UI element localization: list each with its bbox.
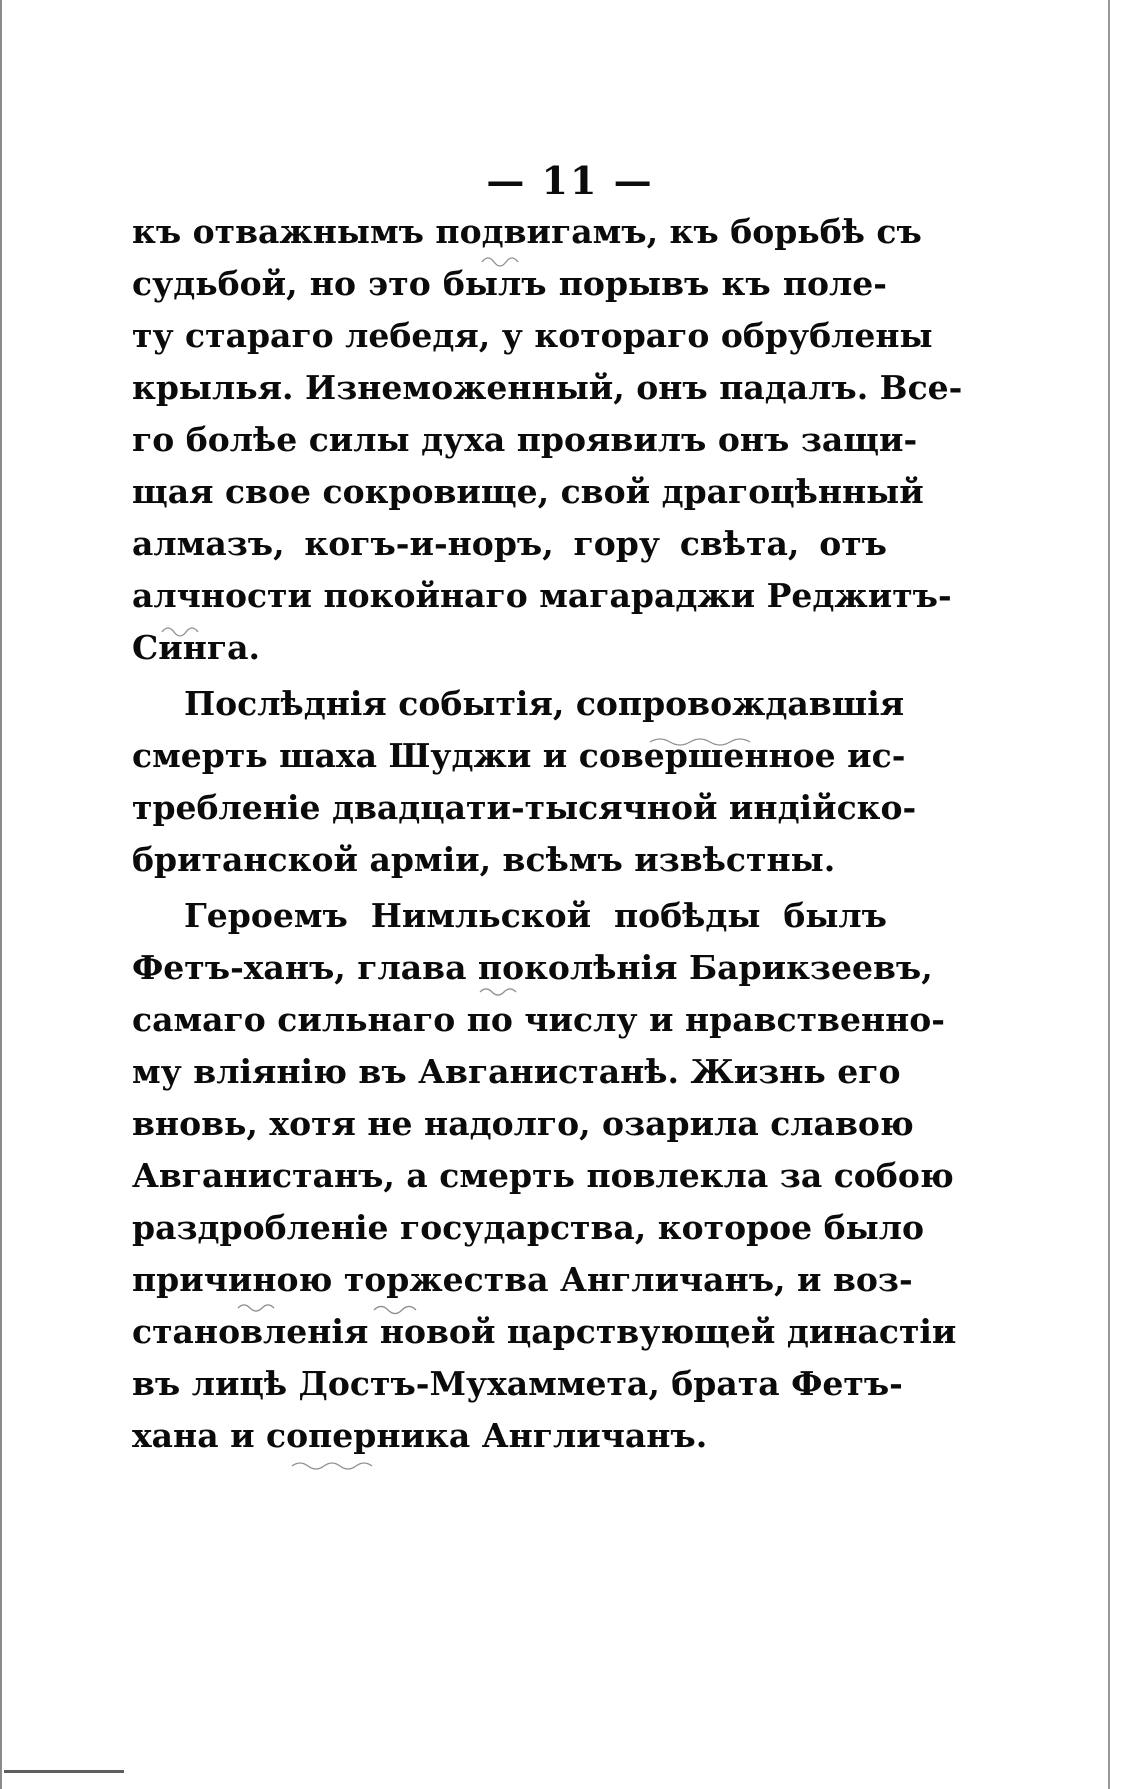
text-line: Фетъ-ханъ, глава поколѣнія Барикзеевъ, bbox=[132, 948, 933, 987]
paragraph-1 bbox=[132, 206, 963, 674]
page-left-edge bbox=[0, 0, 2, 1789]
text-line: алчности покойнаго магараджи Реджитъ- bbox=[132, 576, 952, 615]
body-text bbox=[132, 206, 963, 1462]
text-line: Авганистанъ, а смерть повлекла за собою bbox=[132, 1156, 954, 1195]
text-line: му вліянію въ Авганистанѣ. Жизнь его bbox=[132, 1052, 901, 1091]
text-line: смерть шаха Шуджи и совершенное ис- bbox=[132, 736, 906, 775]
paragraph-3 bbox=[132, 890, 957, 1462]
text-line: крылья. Изнеможенный, онъ падалъ. Все- bbox=[132, 368, 963, 407]
text-line: требленіе двадцати-тысячной индійско- bbox=[132, 788, 917, 827]
text-line: британской арміи, всѣмъ извѣстны. bbox=[132, 840, 836, 879]
text-line: Героемъ Нимльской побѣды былъ bbox=[184, 896, 887, 935]
text-line: алмазъ, когъ-и-норъ, гору свѣта, отъ bbox=[132, 524, 887, 563]
text-line: причиною торжества Англичанъ, и воз- bbox=[132, 1260, 913, 1299]
paragraph-2 bbox=[132, 678, 917, 886]
text-line: раздробленіе государства, которое было bbox=[132, 1208, 925, 1247]
text-line: Послѣднія событія, сопровождавшія bbox=[184, 684, 905, 723]
page-bottom-mark bbox=[4, 1770, 124, 1773]
text-line: ту стараго лебедя, у котораго обрублены bbox=[132, 316, 933, 355]
text-line: судьбой, но это былъ порывъ къ поле- bbox=[132, 264, 887, 303]
page-right-edge bbox=[1108, 0, 1110, 1789]
text-line: самаго сильнаго по числу и нравственно- bbox=[132, 1000, 945, 1039]
text-line: хана и соперника Англичанъ. bbox=[132, 1416, 708, 1455]
text-line: въ лицѣ Достъ-Мухаммета, брата Фетъ- bbox=[132, 1364, 903, 1403]
page-number: — 11 — bbox=[486, 158, 654, 203]
text-line: Синга. bbox=[132, 628, 260, 667]
text-line: щая свое сокровище, свой драгоцѣнный bbox=[132, 472, 924, 511]
text-line: становленія новой царствующей династіи bbox=[132, 1312, 957, 1351]
text-line: къ отважнымъ подвигамъ, къ борьбѣ съ bbox=[132, 212, 922, 251]
text-line: го болѣе силы духа проявилъ онъ защи- bbox=[132, 420, 918, 459]
pencil-mark bbox=[292, 1463, 372, 1469]
text-line: вновь, хотя не надолго, озарила славою bbox=[132, 1104, 914, 1143]
